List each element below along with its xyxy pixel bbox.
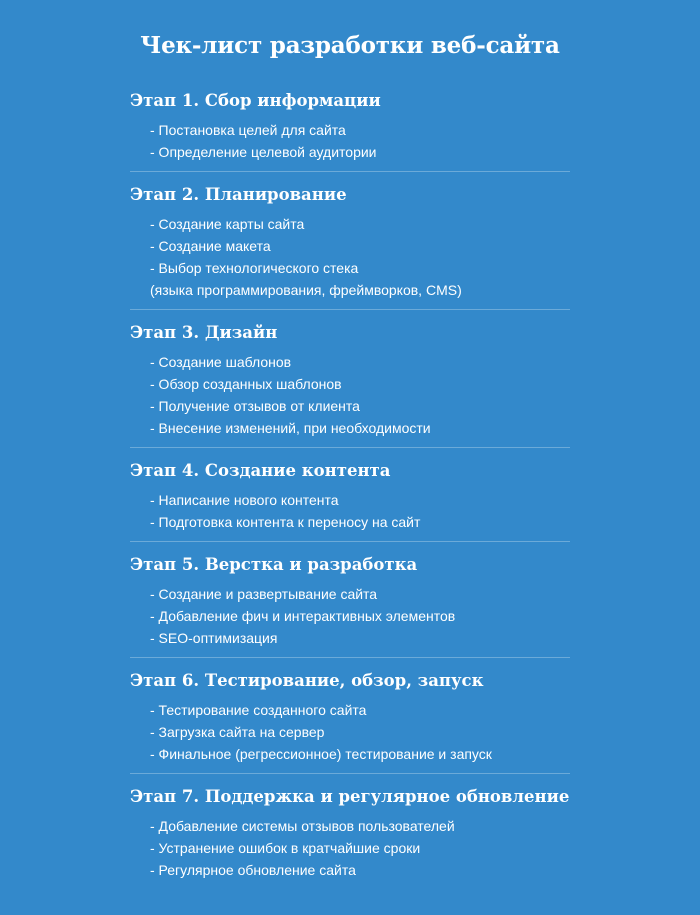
list-item: - Загрузка сайта на сервер <box>150 724 325 740</box>
stage-1 <box>130 89 570 172</box>
list-item: - Финальное (регрессионное) тестирование и запуск <box>150 746 492 762</box>
page-title: Чек-лист разработки веб-сайта <box>140 32 560 59</box>
list-item-continuation: (языка программирования, фреймворков, CMS) <box>150 282 462 298</box>
stage-items <box>130 119 570 163</box>
stage-2 <box>130 183 570 310</box>
list-item: - Получение отзывов от клиента <box>150 398 360 414</box>
stages-list <box>130 89 570 889</box>
stage-title: Этап 1. Сбор информации <box>130 91 381 110</box>
list-item: - Создание шаблонов <box>150 354 292 370</box>
stage-items <box>130 213 570 301</box>
stage-items <box>130 815 570 881</box>
stage-title: Этап 6. Тестирование, обзор, запуск <box>130 671 484 690</box>
list-item: - Обзор созданных шаблонов <box>150 376 342 392</box>
stage-title: Этап 4. Создание контента <box>130 461 391 480</box>
stage-title: Этап 7. Поддержка и регулярное обновление <box>130 787 570 806</box>
stage-title: Этап 2. Планирование <box>130 185 347 204</box>
list-item: - Создание и развертывание сайта <box>150 586 378 602</box>
list-item: - Выбор технологического стека <box>150 260 359 276</box>
list-item: - Внесение изменений, при необходимости <box>150 420 431 436</box>
list-item: - Регулярное обновление сайта <box>150 862 356 878</box>
list-item: - Постановка целей для сайта <box>150 122 346 138</box>
list-item: - Добавление системы отзывов пользователей <box>150 818 455 834</box>
list-item: - Устранение ошибок в кратчайшие сроки <box>150 840 421 856</box>
stage-items <box>130 699 570 765</box>
list-item: - Написание нового контента <box>150 492 339 508</box>
stage-title: Этап 5. Верстка и разработка <box>130 555 418 574</box>
list-item: - Определение целевой аудитории <box>150 144 377 160</box>
list-item: - Создание макета <box>150 238 271 254</box>
list-item: - Добавление фич и интерактивных элементов <box>150 608 456 624</box>
stage-5 <box>130 553 570 658</box>
stage-items <box>130 489 570 533</box>
stage-6 <box>130 669 570 774</box>
list-item: - SEO-оптимизация <box>150 630 278 646</box>
list-item: - Тестирование созданного сайта <box>150 702 367 718</box>
stage-items <box>130 351 570 439</box>
stage-3 <box>130 321 570 448</box>
list-item: - Создание карты сайта <box>150 216 305 232</box>
stage-title: Этап 3. Дизайн <box>130 323 278 342</box>
stage-4 <box>130 459 570 542</box>
list-item: - Подготовка контента к переносу на сайт <box>150 514 421 530</box>
stage-7 <box>130 785 570 889</box>
stage-items <box>130 583 570 649</box>
